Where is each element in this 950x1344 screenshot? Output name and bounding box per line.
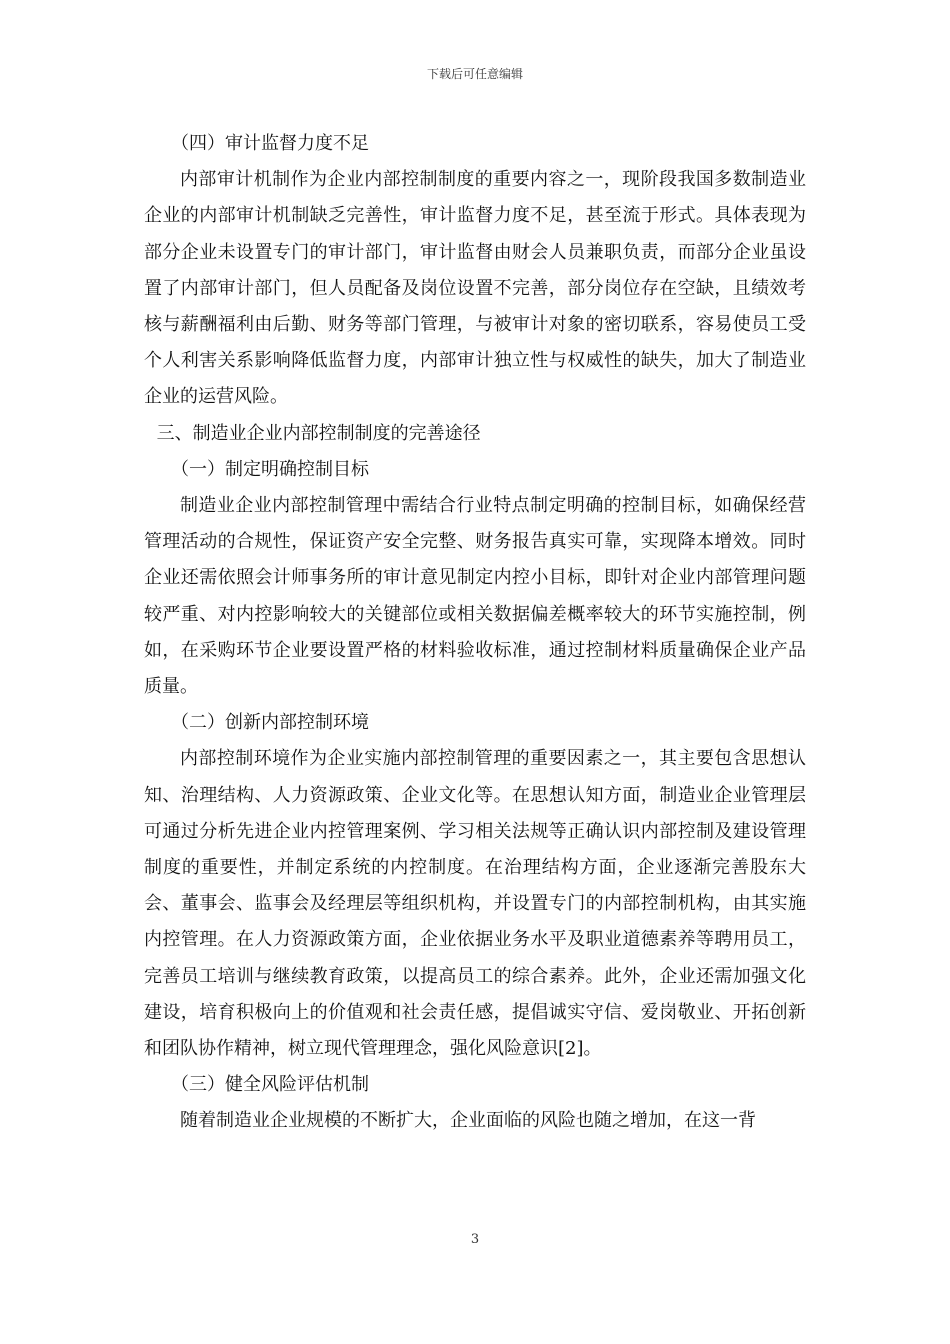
paragraph-risk-assessment: 随着制造业企业规模的不断扩大，企业面临的风险也随之增加，在这一背 [180,1110,756,1132]
paragraph-audit-supervision: 内部审计机制作为企业内部控制制度的重要内容之一，现阶段我国多数制造业企业的内部审计机制缺乏完善性，审计监督力度不足，甚至流于形式。具体表现为部分企业未设置专门的审计部门，审计监督由财会人员兼职负责，而部分企业虽设置了内部审计部门，但人员配备及岗位设置不完善，部分岗位存在空缺，且绩效考核与薪酬福利由后勤、财务等部门管理，与被审计对象的密切联系，容易使员工受个人利害关系影响降低监督力度，内部审计独立性与权威性的缺失，加大了制造业企业的运营风险。 [144,169,806,408]
paragraph-control-objectives: 制造业企业内部控制管理中需结合行业特点制定明确的控制目标，如确保经营管理活动的合规性，保证资产安全完整、财务报告真实可靠，实现降本增效。同时企业还需依照会计师事务所的审计意见制定内控小目标，即针对企业内部管理问题较严重、对内控影响较大的关键部位或相关数据偏差概率较大的环节实施控制，例如，在采购环节企业要设置严格的材料验收标准，通过控制材料质量确保企业产品质量。 [144,495,806,698]
section-heading-improvement: 三、制造业企业内部控制制度的完善途径 [156,422,481,444]
subheading-risk-assessment: （三）健全风险评估机制 [171,1074,369,1096]
subheading-control-objectives: （一）制定明确控制目标 [171,458,369,480]
subheading-control-environment: （二）创新内部控制环境 [171,712,369,734]
document-body [144,126,806,1140]
page-number: 3 [470,1232,480,1247]
paragraph-control-environment: 内部控制环境作为企业实施内部控制管理的重要因素之一，其主要包含思想认知、治理结构、人力资源政策、企业文化等。在思想认知方面，制造业企业管理层可通过分析先进企业内控管理案例、学习相关法规等正确认识内部控制及建设管理制度的重要性，并制定系统的内控制度。在治理结构方面，企业逐渐完善股东大会、董事会、监事会及经理层等组织机构，并设置专门的内部控制机构，由其实施内控管理。在人力资源政策方面，企业依据业务水平及职业道德素养等聘用员工，完善员工培训与继续教育政策，以提高员工的综合素养。此外，企业还需加强文化建设，培育积极向上的价值观和社会责任感，提倡诚实守信、爱岗敬业、开拓创新和团队协作精神，树立现代管理理念，强化风险意识[2]。 [144,748,806,1060]
subheading-audit-supervision: （四）审计监督力度不足 [171,133,369,154]
page-header: 下载后可任意编辑 [426,67,523,81]
